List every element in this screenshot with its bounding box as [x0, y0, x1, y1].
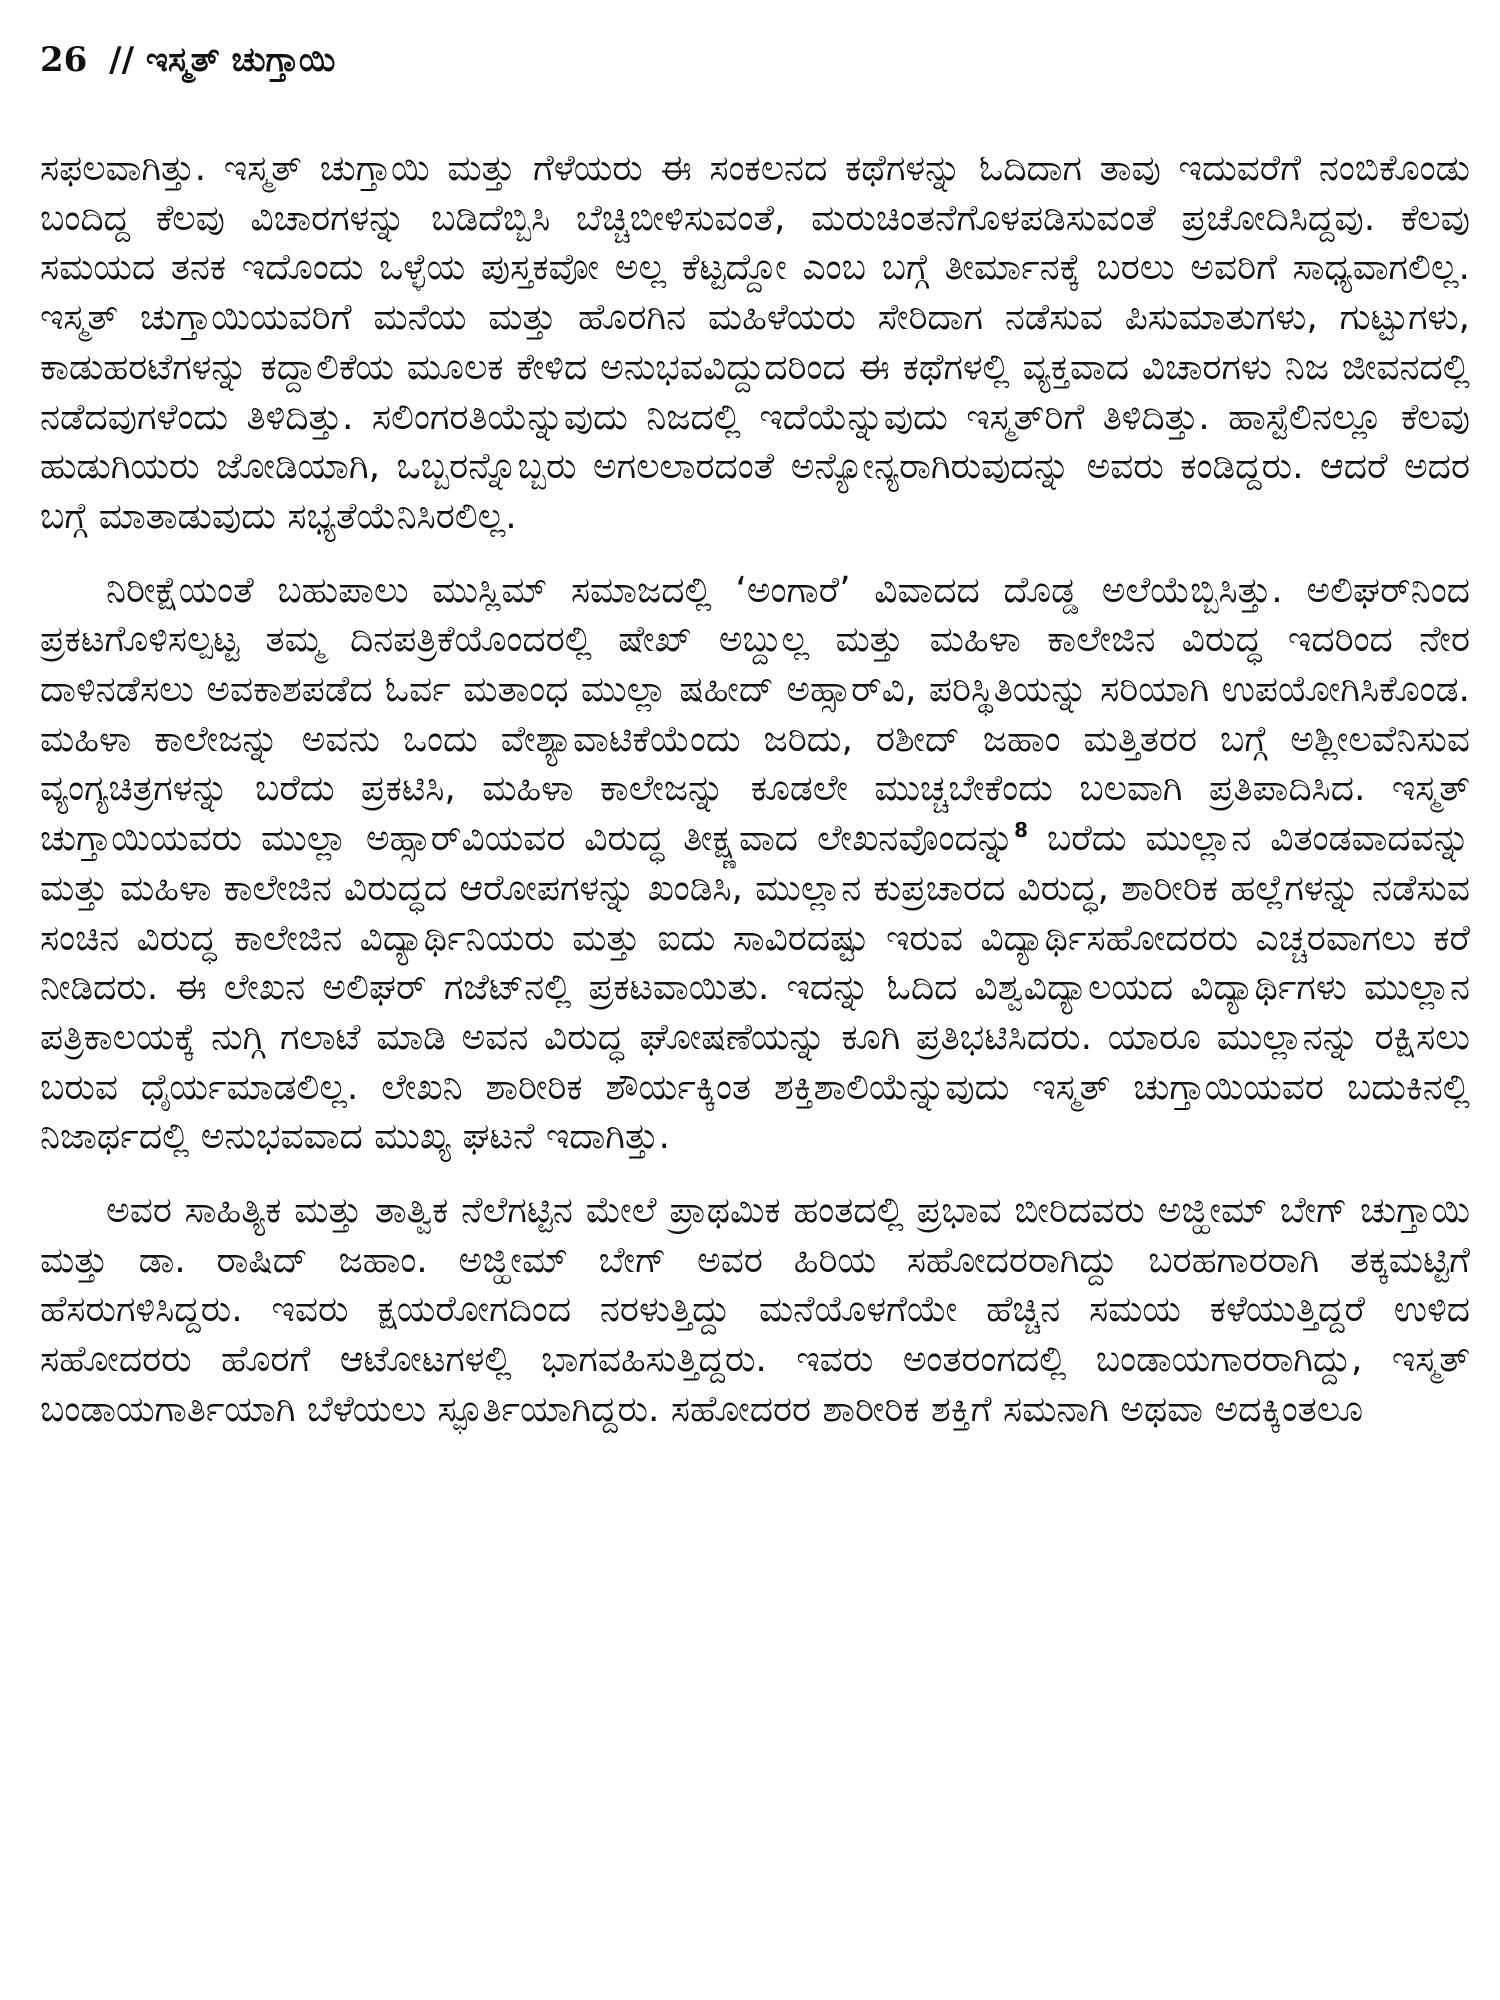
paragraph-3: ಅವರ ಸಾಹಿತ್ಯಿಕ ಮತ್ತು ತಾತ್ವಿಕ ನೆಲೆಗಟ್ಟಿನ ಮೇಲೆ ಪ್ರಾಥಮಿಕ ಹಂತದಲ್ಲಿ ಪ್ರಭಾವ ಬೀರಿದವರು ಅಜ್ಹೀಮ್ ಬೇಗ್ ಚುಗ್ತಾಯಿ ಮತ್ತು ಡಾ. ರಾಷಿದ್ ಜಹಾಂ. ಅಜ್ಹೀಮ್ ಬೇಗ್ ಅವರ ಹಿರಿಯ ಸಹೋದರರಾಗಿದ್ದು ಬರಹಗಾರರಾಗಿ ತಕ್ಕಮಟ್ಟಿಗೆ ಹೆಸರುಗಳಿಸಿದ್ದರು. ಇವರು ಕ್ಷಯರೋಗದಿಂದ ನರಳುತ್ತಿದ್ದು ಮನೆಯೊಳಗೆಯೇ ಹೆಚ್ಚಿನ ಸಮಯ ಕಳೆಯುತ್ತಿದ್ದರೆ ಉಳಿದ ಸಹೋದರರು ಹೊರಗೆ ಆಟೋಟಗಳಲ್ಲಿ ಭಾಗವಹಿಸುತ್ತಿದ್ದರು. ಇವರು ಅಂತರಂಗದಲ್ಲಿ ಬಂಡಾಯಗಾರರಾಗಿದ್ದು, ಇಸ್ಮತ್ ಬಂಡಾಯಗಾರ್ತಿಯಾಗಿ ಬೆಳೆಯಲು ಸ್ಫೂರ್ತಿಯಾಗಿದ್ದರು. ಸಹೋದರರ ಶಾರೀರಿಕ ಶಕ್ತಿಗೆ ಸಮನಾಗಿ ಅಥವಾ ಅದಕ್ಕಿಂತಲೂ: [40, 1190, 1470, 1430]
paragraph-2-text-b: ಬರೆದು ಮುಲ್ಲಾನ ವಿತಂಡವಾದವನ್ನು ಮತ್ತು ಮಹಿಳಾ ಕಾಲೇಜಿನ ವಿರುದ್ಧದ ಆರೋಪಗಳನ್ನು ಖಂಡಿಸಿ, ಮುಲ್ಲಾನ ಕುಪ್ರಚಾರದ ವಿರುದ್ಧ, ಶಾರೀರಿಕ ಹಲ್ಲೆಗಳನ್ನು ನಡೆಸುವ ಸಂಚಿನ ವಿರುದ್ಧ ಕಾಲೇಜಿನ ವಿದ್ಯಾರ್ಥಿನಿಯರು ಮತ್ತು ಐದು ಸಾವಿರದಷ್ಟು ಇರುವ ವಿದ್ಯಾರ್ಥಿಸಹೋದರರು ಎಚ್ಚರವಾಗಲು ಕರೆ ನೀಡಿದರು. ಈ ಲೇಖನ ಅಲಿಘರ್ ಗಜೆಟ್‌ನಲ್ಲಿ ಪ್ರಕಟವಾಯಿತು. ಇದನ್ನು ಓದಿದ ವಿಶ್ವವಿದ್ಯಾಲಯದ ವಿದ್ಯಾರ್ಥಿಗಳು ಮುಲ್ಲಾನ ಪತ್ರಿಕಾಲಯಕ್ಕೆ ನುಗ್ಗಿ ಗಲಾಟೆ ಮಾಡಿ ಅವನ ವಿರುದ್ಧ ಘೋಷಣೆಯನ್ನು ಕೂಗಿ ಪ್ರತಿಭಟಿಸಿದರು. ಯಾರೂ ಮುಲ್ಲಾನನ್ನು ರಕ್ಷಿಸಲು ಬರುವ ಧೈರ್ಯಮಾಡಲಿಲ್ಲ. ಲೇಖನಿ ಶಾರೀರಿಕ ಶೌರ್ಯಕ್ಕಿಂತ ಶಕ್ತಿಶಾಲಿಯೆನ್ನುವುದು ಇಸ್ಮತ್ ಚುಗ್ತಾಯಿಯವರ ಬದುಕಿನಲ್ಲಿ ನಿಜಾರ್ಥದಲ್ಲಿ ಅನುಭವವಾದ ಮುಖ್ಯ ಘಟನೆ ಇದಾಗಿತ್ತು.: [40, 818, 1470, 1158]
paragraph-2-text-a: ನಿರೀಕ್ಷೆಯಂತೆ ಬಹುಪಾಲು ಮುಸ್ಲಿಮ್ ಸಮಾಜದಲ್ಲಿ ‘ಅಂಗಾರೆ’ ವಿವಾದದ ದೊಡ್ಡ ಅಲೆಯೆಬ್ಬಿಸಿತ್ತು. ಅಲಿಘರ್‌ನಿಂದ ಪ್ರಕಟಗೊಳಿಸಲ್ಪಟ್ಟ ತಮ್ಮ ದಿನಪತ್ರಿಕೆಯೊಂದರಲ್ಲಿ ಷೇಖ್ ಅಬ್ದುಲ್ಲ ಮತ್ತು ಮಹಿಳಾ ಕಾಲೇಜಿನ ವಿರುದ್ಧ ಇದರಿಂದ ನೇರ ದಾಳಿನಡೆಸಲು ಅವಕಾಶಪಡೆದ ಓರ್ವ ಮತಾಂಧ ಮುಲ್ಲಾ ಷಹೀದ್ ಅಹ್ಸಾರ್‌ವಿ, ಪರಿಸ್ಥಿತಿಯನ್ನು ಸರಿಯಾಗಿ ಉಪಯೋಗಿಸಿಕೊಂಡ. ಮಹಿಳಾ ಕಾಲೇಜನ್ನು ಅವನು ಒಂದು ವೇಶ್ಯಾವಾಟಿಕೆಯೆಂದು ಜರಿದು, ರಶೀದ್ ಜಹಾಂ ಮತ್ತಿತರರ ಬಗ್ಗೆ ಅಶ್ಲೀಲವೆನಿಸುವ ವ್ಯಂಗ್ಯಚಿತ್ರಗಳನ್ನು ಬರೆದು ಪ್ರಕಟಿಸಿ, ಮಹಿಳಾ ಕಾಲೇಜನ್ನು ಕೂಡಲೇ ಮುಚ್ಚಬೇಕೆಂದು ಬಲವಾಗಿ ಪ್ರತಿಪಾದಿಸಿದ. ಇಸ್ಮತ್ ಚುಗ್ತಾಯಿಯವರು ಮುಲ್ಲಾ ಅಹ್ಸಾರ್‌ವಿಯವರ ವಿರುದ್ಧ ತೀಕ್ಷ್ಣವಾದ ಲೇಖನವೊಂದನ್ನು: [40, 569, 1470, 860]
running-header: [40, 38, 1470, 82]
paragraph-2: [40, 566, 1470, 1162]
footnote-marker[interactable]: 8: [1014, 818, 1029, 843]
paragraph-1: ಸಫಲವಾಗಿತ್ತು. ಇಸ್ಮತ್ ಚುಗ್ತಾಯಿ ಮತ್ತು ಗೆಳೆಯರು ಈ ಸಂಕಲನದ ಕಥೆಗಳನ್ನು ಓದಿದಾಗ ತಾವು ಇದುವರೆಗೆ ನಂಬಿಕೊಂಡು ಬಂದಿದ್ದ ಕೆಲವು ವಿಚಾರಗಳನ್ನು ಬಡಿದೆಬ್ಬಿಸಿ ಬೆಚ್ಚಿಬೀಳಿಸುವಂತೆ, ಮರುಚಿಂತನೆಗೊಳಪಡಿಸುವಂತೆ ಪ್ರಚೋದಿಸಿದ್ದವು. ಕೆಲವು ಸಮಯದ ತನಕ ಇದೊಂದು ಒಳ್ಳೆಯ ಪುಸ್ತಕವೋ ಅಲ್ಲ ಕೆಟ್ಟದ್ದೋ ಎಂಬ ಬಗ್ಗೆ ತೀರ್ಮಾನಕ್ಕೆ ಬರಲು ಅವರಿಗೆ ಸಾಧ್ಯವಾಗಲಿಲ್ಲ. ಇಸ್ಮತ್ ಚುಗ್ತಾಯಿಯವರಿಗೆ ಮನೆಯ ಮತ್ತು ಹೊರಗಿನ ಮಹಿಳೆಯರು ಸೇರಿದಾಗ ನಡೆಸುವ ಪಿಸುಮಾತುಗಳು, ಗುಟ್ಟುಗಳು, ಕಾಡುಹರಟೆಗಳನ್ನು ಕದ್ದಾಲಿಕೆಯ ಮೂಲಕ ಕೇಳಿದ ಅನುಭವವಿದ್ದುದರಿಂದ ಈ ಕಥೆಗಳಲ್ಲಿ ವ್ಯಕ್ತವಾದ ವಿಚಾರಗಳು ನಿಜ ಜೀವನದಲ್ಲಿ ನಡೆದವುಗಳೆಂದು ತಿಳಿದಿತ್ತು. ಸಲಿಂಗರತಿಯೆನ್ನುವುದು ನಿಜದಲ್ಲಿ ಇದೆಯೆನ್ನುವುದು ಇಸ್ಮತ್‌ರಿಗೆ ತಿಳಿದಿತ್ತು. ಹಾಸ್ಟೆಲಿನಲ್ಲೂ ಕೆಲವು ಹುಡುಗಿಯರು ಜೋಡಿಯಾಗಿ, ಒಬ್ಬರನ್ನೊಬ್ಬರು ಅಗಲಲಾರದಂತೆ ಅನ್ಯೋನ್ಯರಾಗಿರುವುದನ್ನು ಅವರು ಕಂಡಿದ್ದರು. ಆದರೆ ಅದರ ಬಗ್ಗೆ ಮಾತಾಡುವುದು ಸಭ್ಯತೆಯೆನಿಸಿರಲಿಲ್ಲ.: [40, 148, 1470, 537]
page-number: 26: [40, 40, 88, 80]
header-separator: //: [109, 40, 135, 80]
running-title: ಇಸ್ಮತ್ ಚುಗ್ತಾಯಿ: [145, 40, 336, 80]
